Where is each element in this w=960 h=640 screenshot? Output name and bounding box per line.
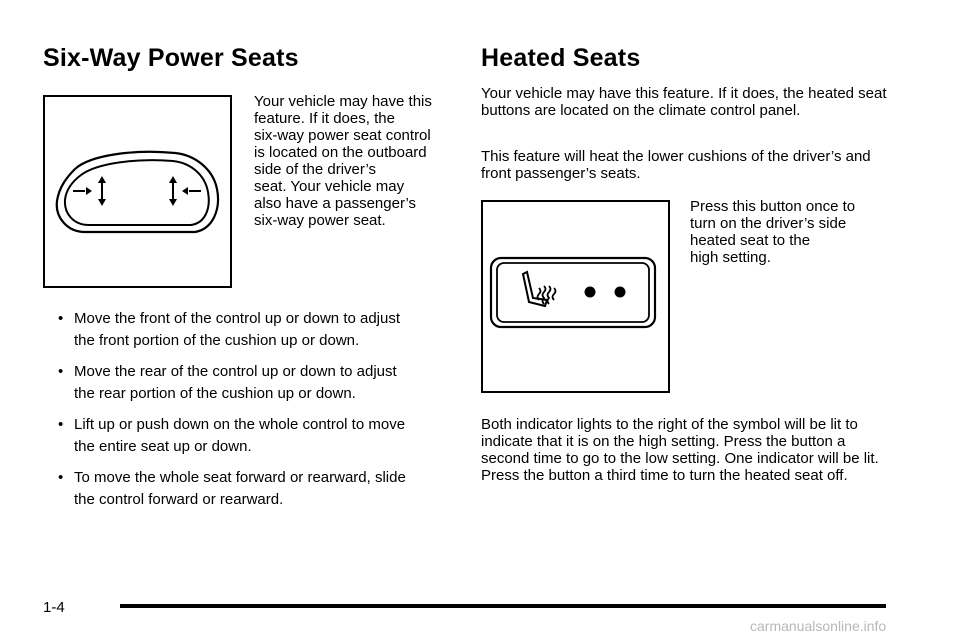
intro-line: Your vehicle may have this bbox=[254, 93, 432, 110]
bullet-line: the front portion of the cushion up or down. bbox=[74, 332, 360, 349]
intro-line: feature. If it does, the bbox=[254, 110, 395, 127]
footer-rule bbox=[120, 604, 886, 608]
intro-line: also have a passenger’s bbox=[254, 195, 417, 212]
list-item bbox=[44, 414, 454, 458]
intro-line: side of the driver’s bbox=[254, 161, 377, 178]
bullet-line: To move the whole seat forward or rearward, slide bbox=[74, 469, 406, 486]
bullet-line: the control forward or rearward. bbox=[74, 491, 284, 508]
list-item bbox=[44, 361, 454, 405]
side-line: high setting. bbox=[690, 249, 771, 266]
bullet-line: Move the rear of the control up or down to adjust bbox=[74, 363, 397, 380]
side-line: heated seat to the bbox=[690, 232, 811, 249]
bullet-icon: • bbox=[58, 310, 64, 327]
bullet-icon: • bbox=[58, 469, 64, 486]
left-intro-text bbox=[254, 93, 464, 229]
bullet-line: the rear portion of the cushion up or down. bbox=[74, 385, 356, 402]
intro-line: six-way power seat control bbox=[254, 127, 431, 144]
indicator-light-icon bbox=[585, 287, 596, 298]
bullet-line: Move the front of the control up or down to adjust bbox=[74, 310, 401, 327]
bullet-list bbox=[44, 308, 454, 520]
heading-six-way-power-seats: Six-Way Power Seats bbox=[43, 44, 299, 72]
side-line: Press this button once to bbox=[690, 198, 856, 215]
intro-line: six-way power seat. bbox=[254, 212, 386, 229]
bullet-line: Lift up or push down on the whole control to move bbox=[74, 416, 406, 433]
intro-line: seat. Your vehicle may bbox=[254, 178, 405, 195]
heated-seat-button-icon bbox=[483, 202, 668, 391]
heated-seat-figure bbox=[481, 200, 670, 393]
heated-indicator-paragraph: Both indicator lights to the right of the symbol will be lit to indicate that it is on the high setting. Press the button a second time to go to the low setting. One indicator will be lit. Press the button a third time to turn the heated seat off. bbox=[481, 416, 879, 484]
heading-heated-seats: Heated Seats bbox=[481, 44, 641, 72]
heated-feature-paragraph: This feature will heat the lower cushions of the driver’s and front passenger’s seats. bbox=[481, 148, 871, 182]
list-item bbox=[44, 467, 454, 511]
page-number: 1-4 bbox=[43, 599, 65, 616]
power-seat-control-icon bbox=[45, 97, 230, 286]
heated-intro-paragraph: Your vehicle may have this feature. If it does, the heated seat buttons are located on the climate control panel. bbox=[481, 85, 887, 119]
bullet-line: the entire seat up or down. bbox=[74, 438, 252, 455]
bullet-icon: • bbox=[58, 416, 64, 433]
indicator-light-icon bbox=[615, 287, 626, 298]
heated-side-text bbox=[690, 198, 900, 266]
power-seat-figure bbox=[43, 95, 232, 288]
bullet-icon: • bbox=[58, 363, 64, 380]
list-item bbox=[44, 308, 454, 352]
side-line: turn on the driver’s side bbox=[690, 215, 847, 232]
intro-line: is located on the outboard bbox=[254, 144, 427, 161]
watermark: carmanualsonline.info bbox=[750, 618, 887, 634]
